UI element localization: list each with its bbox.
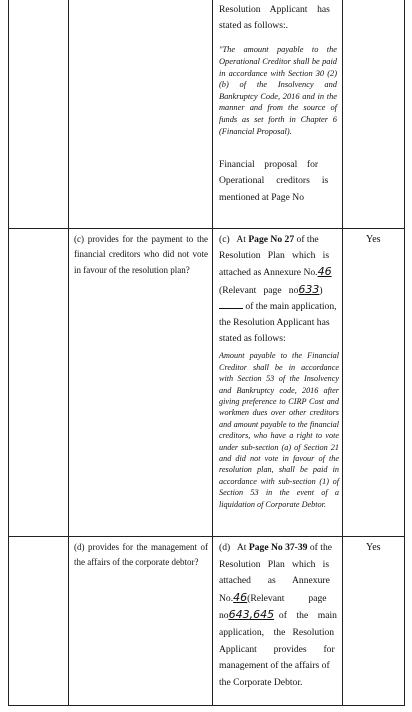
row-c-paren: ) [319,284,323,296]
row-d-prefix: (d) At [219,542,249,553]
row-divider-1 [8,228,405,229]
row-d-of: of the [307,542,332,553]
row-d-annexure-handwritten: 46 [233,590,248,604]
row-divider-2 [8,536,405,537]
prev-quote: "The amount payable to the Operational Creditor shall be paid in accordance with Section 30 (2) (b) of the Insolvency and Bankruptcy Code, 2016 and in the manner and from the source of funds as set forth in Chapter 6 (Financial Proposal). [219,45,337,136]
prev-row-detail [219,2,337,206]
row-d-relevant-label: (Relevant page [247,592,327,604]
row-c-detail [219,232,339,510]
prev-fin-3: mentioned at Page No [219,191,304,203]
row-d-status: Yes [366,542,381,553]
row-d-line-8: management of the affairs of [219,660,330,672]
row-c-line-6: the Resolution Applicant has [219,317,330,329]
row-d-detail [219,540,339,691]
table-border-col2 [212,0,213,706]
row-d-line-6: application, the Resolution [219,626,335,638]
row-d-main: of the main [274,610,337,622]
row-c-line-4 [219,282,339,299]
row-d-no-label: No. [219,592,234,604]
prev-fin-1: Financial proposal for [219,159,319,171]
row-c-annexure-label: attached as Annexure No. [219,267,318,279]
row-d-line-7: Applicant provides for [219,643,335,655]
row-c-of: of the [294,234,319,245]
table-border-col3 [342,0,343,706]
row-d-line-2: Resolution Plan which is [219,558,330,570]
row-d-page-handwritten: 643,645 [228,608,275,622]
table-border-right [404,0,405,706]
row-d-line-4 [219,590,339,608]
row-c-line-7: stated as follows: [219,333,286,345]
row-c-line-2: Resolution Plan which is [219,250,330,262]
row-c-relevant-label: (Relevant page no [219,284,299,296]
row-d-line-1 [219,540,339,557]
row-c-status: Yes [366,234,381,245]
row-c-blank [219,299,243,309]
row-c-prefix: (c) At [219,234,249,245]
table-border-col1 [68,0,69,706]
row-d-criterion: (d) provides for the management of the affairs of the corporate debtor? [74,542,208,568]
prev-line-1: Resolution Applicant has [219,4,330,15]
table-border-bottom [8,705,405,706]
row-d-page-ref: Page No 37-39 [248,542,308,553]
row-c-line-3 [219,264,339,281]
row-c-main-app: of the main application, [243,300,337,312]
row-d-no2-label: no [219,610,229,622]
row-c-annexure-handwritten: 46 [317,265,332,279]
prev-line-2: stated as follows:. [219,20,289,32]
row-d-line-9: the Corporate Debtor. [219,676,303,688]
row-c-criterion: (c) provides for the payment to the financial creditors who did not vote in favour of the resolution plan? [74,234,208,275]
table-border-left [8,0,9,706]
row-d-line-5 [219,607,339,625]
prev-fin-2: Operational creditors is [219,175,329,187]
row-d-line-3: attached as Annexure [219,575,330,587]
row-c-quote: Amount payable to the Financial Creditor shall be in accordance with Section 53 of the Insolvency and Bankruptcy code, 2016 after giving preference to CIRP Cost and workmen dues over other creditors and amount payable to the financial creditors, who have a right to vote under sub-section (a) of Section 21 and did not vote in favour of the resolution plan, shall be paid in accordance with sub-section (1) of Section 53 in the event of a liquidation of Corporate Debtor. [219,351,339,509]
row-c-page-ref: Page No 27 [248,234,295,245]
row-c-line-5 [219,299,339,315]
row-c-page-handwritten: 633 [298,282,320,296]
row-c-line-1 [219,232,339,248]
